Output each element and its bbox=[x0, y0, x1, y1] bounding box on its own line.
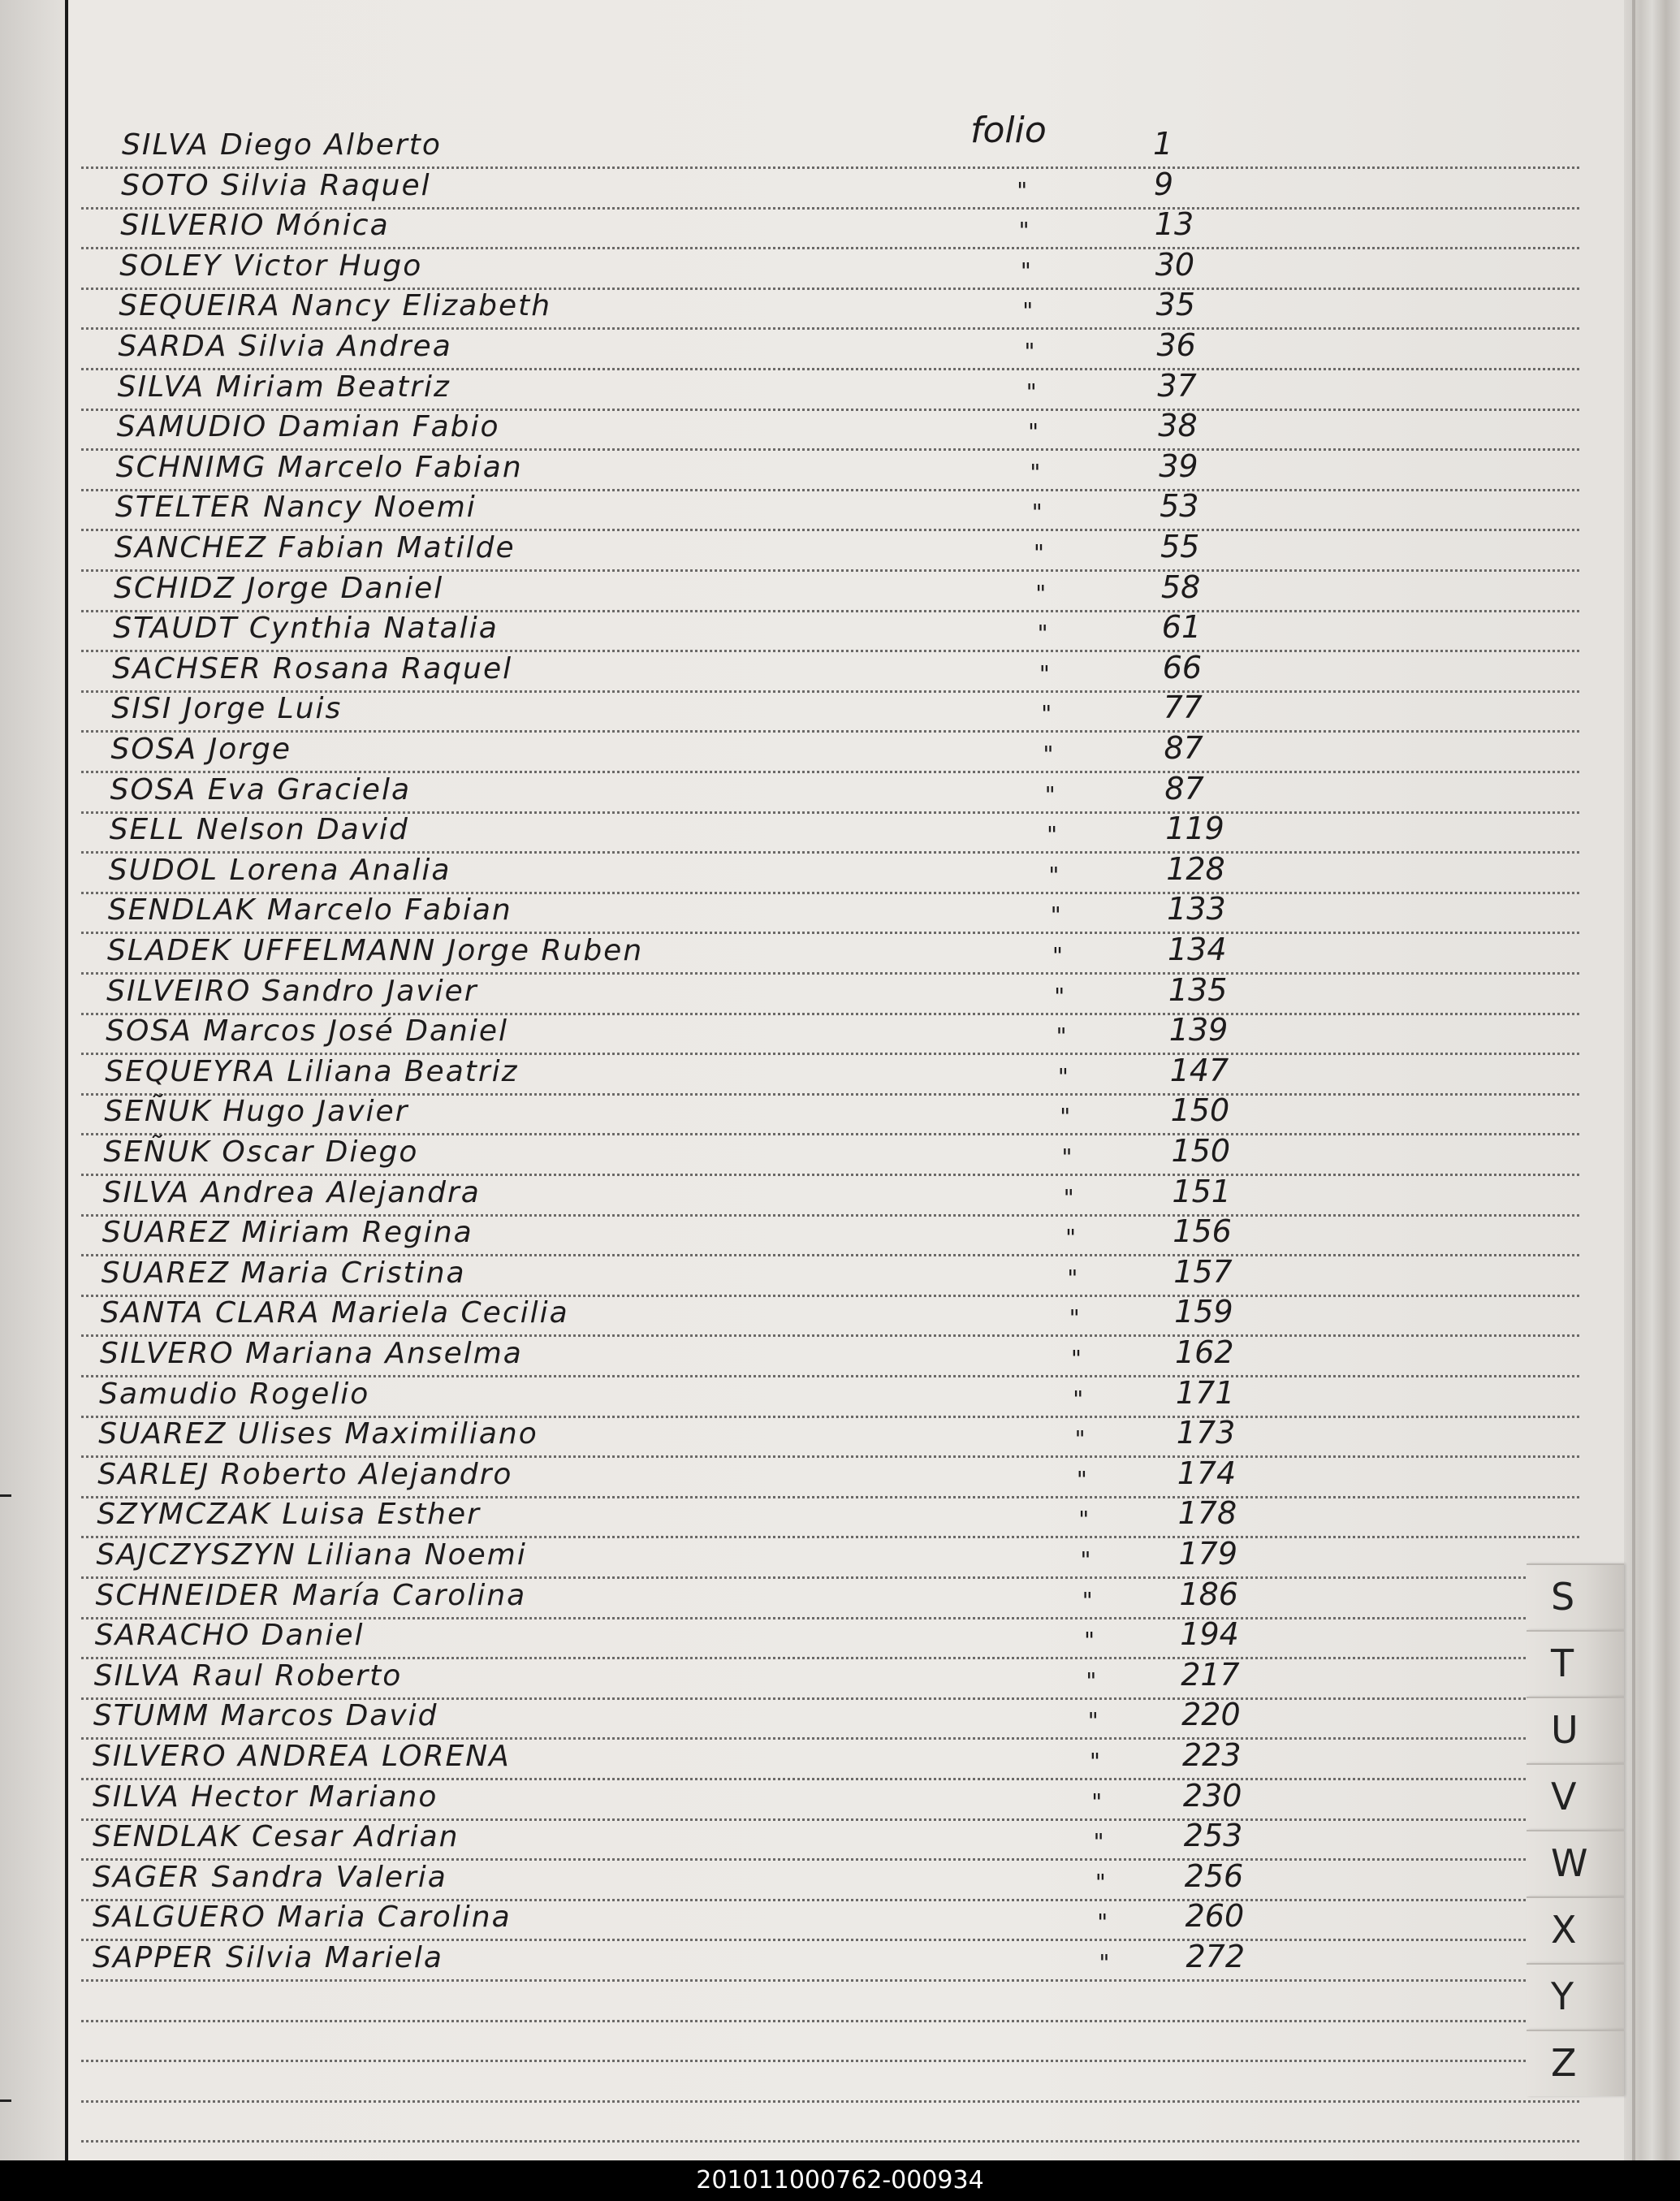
ditto-mark: " bbox=[1056, 1023, 1067, 1050]
ledger-entry bbox=[0, 1053, 1680, 1093]
ditto-mark: " bbox=[1093, 1828, 1104, 1856]
entry-folio: 37 bbox=[1157, 367, 1197, 404]
entry-name: SOTO Silvia Raquel bbox=[121, 168, 431, 202]
index-tab-letter: V bbox=[1551, 1775, 1577, 1818]
ditto-mark: " bbox=[1061, 1144, 1073, 1170]
ledger-entry bbox=[0, 690, 1680, 730]
entry-folio: 38 bbox=[1158, 408, 1198, 444]
entry-name: STUMM Marcos David bbox=[93, 1699, 438, 1733]
entry-name: SEQUEIRA Nancy Elizabeth bbox=[119, 289, 552, 323]
entry-folio: 87 bbox=[1164, 730, 1203, 766]
entry-folio: 159 bbox=[1174, 1294, 1233, 1330]
entry-name: SAJCZYSZYN Liliana Noemi bbox=[96, 1538, 527, 1572]
ditto-mark: " bbox=[1020, 257, 1031, 284]
entry-name: SARDA Silvia Andrea bbox=[118, 330, 452, 363]
ditto-mark: " bbox=[1052, 942, 1063, 969]
entry-name: SAGER Sandra Valeria bbox=[93, 1860, 447, 1894]
ledger-entry bbox=[0, 166, 1680, 207]
entry-folio: 157 bbox=[1173, 1253, 1233, 1290]
entry-folio: 272 bbox=[1186, 1939, 1246, 1974]
ditto-mark: " bbox=[1060, 1103, 1071, 1131]
entry-name: SLADEK UFFELMANN Jorge Ruben bbox=[107, 934, 644, 967]
ditto-mark: " bbox=[1047, 821, 1057, 849]
ditto-mark: " bbox=[1069, 1304, 1080, 1332]
ledger-entry bbox=[0, 368, 1680, 409]
entry-folio: 1 bbox=[1153, 126, 1173, 162]
entry-name: SAPPER Silvia Mariela bbox=[93, 1941, 443, 1974]
entry-folio: 39 bbox=[1159, 448, 1198, 484]
entry-folio: 66 bbox=[1162, 649, 1203, 685]
ditto-mark: " bbox=[1026, 378, 1037, 405]
entry-folio: 217 bbox=[1181, 1656, 1240, 1693]
entry-folio: 128 bbox=[1166, 850, 1225, 887]
ledger-entry bbox=[0, 448, 1680, 489]
index-tab[interactable] bbox=[1527, 1630, 1624, 1697]
entry-folio: 156 bbox=[1173, 1213, 1232, 1250]
ledger-entry bbox=[0, 247, 1680, 288]
ledger-entry bbox=[0, 1012, 1680, 1053]
index-tab-letter: W bbox=[1551, 1841, 1588, 1885]
ditto-mark: " bbox=[1080, 1546, 1091, 1573]
entry-name: SALGUERO Maria Carolina bbox=[93, 1900, 512, 1935]
entry-name: SUDOL Lorena Analia bbox=[108, 853, 451, 887]
ledger-entry bbox=[0, 1778, 1680, 1818]
ledger-entry bbox=[0, 126, 1680, 166]
entry-folio: 9 bbox=[1153, 166, 1174, 202]
entry-name: SACHSER Rosana Raquel bbox=[112, 651, 513, 685]
entry-name: SILVERO ANDREA LORENA bbox=[93, 1740, 511, 1773]
entry-folio: 134 bbox=[1168, 932, 1227, 967]
entry-name: SANCHEZ Fabian Matilde bbox=[114, 531, 516, 564]
entry-name: SENDLAK Marcelo Fabian bbox=[107, 893, 512, 928]
ditto-mark: " bbox=[1084, 1627, 1095, 1654]
ditto-mark: " bbox=[1017, 176, 1028, 204]
entry-name: SISI Jorge Luis bbox=[111, 692, 343, 726]
ledger-entry bbox=[0, 1657, 1680, 1697]
folio-header: folio bbox=[970, 110, 1047, 151]
ledger-entry bbox=[0, 1174, 1680, 1214]
ditto-mark: " bbox=[1073, 1385, 1084, 1412]
entry-name: SCHIDZ Jorge Daniel bbox=[114, 571, 444, 605]
ditto-mark: " bbox=[1018, 217, 1030, 244]
index-tab[interactable] bbox=[1527, 1697, 1624, 1763]
entry-name: SOSA Marcos José Daniel bbox=[106, 1014, 508, 1049]
entry-folio: 36 bbox=[1156, 327, 1196, 363]
ledger-entry bbox=[0, 730, 1680, 771]
ledger-entry bbox=[0, 1133, 1680, 1174]
index-tab[interactable] bbox=[1527, 1830, 1624, 1896]
ledger-entry bbox=[0, 1092, 1680, 1133]
entry-folio: 174 bbox=[1177, 1455, 1237, 1491]
ledger-entry bbox=[0, 529, 1680, 569]
ditto-mark: " bbox=[1090, 1748, 1100, 1775]
ditto-mark: " bbox=[1082, 1586, 1093, 1614]
entry-folio: 179 bbox=[1178, 1536, 1238, 1572]
ditto-mark: " bbox=[1035, 579, 1047, 607]
ledger-entry bbox=[0, 488, 1680, 529]
entry-name: SOSA Jorge bbox=[110, 733, 292, 766]
ledger-entry bbox=[0, 1898, 1680, 1939]
entry-name: SENDLAK Cesar Adrian bbox=[93, 1820, 460, 1854]
entry-folio: 139 bbox=[1168, 1012, 1229, 1049]
entry-folio: 150 bbox=[1170, 1092, 1230, 1129]
ditto-mark: " bbox=[1078, 1506, 1090, 1533]
ditto-mark: " bbox=[1087, 1707, 1099, 1735]
entry-name: Samudio Rogelio bbox=[99, 1377, 370, 1411]
index-tab[interactable] bbox=[1527, 1763, 1624, 1830]
ditto-mark: " bbox=[1097, 1909, 1108, 1936]
ledger-entry bbox=[0, 1939, 1680, 1979]
ledger-entry bbox=[0, 1334, 1680, 1375]
ledger-entry bbox=[0, 932, 1680, 972]
ledger-entry bbox=[0, 1254, 1680, 1295]
ledger-entry bbox=[0, 1818, 1680, 1858]
entry-folio: 223 bbox=[1182, 1737, 1242, 1773]
ledger-entry bbox=[0, 1213, 1680, 1254]
entry-folio: 178 bbox=[1177, 1495, 1237, 1532]
entry-name: SILVERIO Mónica bbox=[120, 209, 390, 243]
entry-folio: 35 bbox=[1155, 287, 1195, 323]
entry-name: SUAREZ Maria Cristina bbox=[101, 1256, 466, 1290]
ledger-entry bbox=[0, 771, 1680, 811]
index-tab-letter: X bbox=[1551, 1908, 1577, 1952]
index-tab-letter: T bbox=[1551, 1641, 1574, 1685]
index-tab[interactable] bbox=[1527, 2030, 1624, 2096]
entry-name: SCHNIMG Marcelo Fabian bbox=[115, 450, 523, 484]
entry-name: SUAREZ Ulises Maximiliano bbox=[98, 1417, 538, 1451]
entry-folio: 230 bbox=[1182, 1777, 1242, 1814]
ledger-entry bbox=[0, 609, 1680, 650]
entry-folio: 30 bbox=[1155, 246, 1195, 283]
entry-name: SCHNEIDER María Carolina bbox=[95, 1578, 527, 1612]
entry-folio: 13 bbox=[1154, 206, 1194, 243]
entry-folio: 119 bbox=[1165, 811, 1224, 847]
ledger-entry bbox=[0, 811, 1680, 851]
ditto-mark: " bbox=[1024, 338, 1035, 365]
ledger-entry bbox=[0, 650, 1680, 690]
index-tab[interactable] bbox=[1527, 1963, 1624, 2030]
entry-folio: 150 bbox=[1171, 1133, 1231, 1169]
ditto-mark: " bbox=[1022, 297, 1034, 325]
alphabet-index-tabs bbox=[1527, 1563, 1624, 2132]
ledger-entry bbox=[0, 1858, 1680, 1899]
entry-name: SILVA Diego Alberto bbox=[122, 128, 442, 162]
index-tab-letter: Y bbox=[1551, 1974, 1574, 2018]
ledger-entry bbox=[0, 1737, 1680, 1778]
entry-folio: 87 bbox=[1164, 770, 1204, 806]
ledger-entry bbox=[0, 891, 1680, 932]
ditto-mark: " bbox=[1054, 982, 1065, 1010]
entry-name: SZYMCZAK Luisa Esther bbox=[97, 1498, 481, 1532]
ledger-entry bbox=[0, 1415, 1680, 1455]
entry-name: SILVA Hector Mariano bbox=[93, 1779, 438, 1814]
ditto-mark: " bbox=[1074, 1425, 1086, 1453]
ledger-entry bbox=[0, 569, 1680, 610]
ledger-entry bbox=[0, 287, 1680, 327]
entry-name: SARLEJ Roberto Alejandro bbox=[97, 1457, 513, 1491]
entry-folio: 135 bbox=[1168, 971, 1228, 1008]
entry-name: SEÑUK Oscar Diego bbox=[103, 1135, 419, 1169]
entry-folio: 55 bbox=[1160, 529, 1200, 564]
entry-name: SANTA CLARA Mariela Cecilia bbox=[100, 1296, 569, 1330]
ditto-mark: " bbox=[1028, 418, 1039, 446]
entry-folio: 151 bbox=[1172, 1173, 1231, 1209]
index-tab-letter: U bbox=[1551, 1708, 1579, 1752]
ditto-mark: " bbox=[1039, 659, 1050, 687]
index-tab-letter: S bbox=[1551, 1575, 1575, 1619]
index-tab[interactable] bbox=[1527, 1896, 1624, 1963]
entry-folio: 253 bbox=[1183, 1818, 1243, 1854]
entry-name: SILVEIRO Sandro Javier bbox=[106, 974, 478, 1008]
ledger-entry bbox=[0, 972, 1680, 1013]
ledger-entry bbox=[0, 327, 1680, 368]
ditto-mark: " bbox=[1043, 741, 1054, 768]
entry-folio: 53 bbox=[1160, 488, 1199, 525]
ledger-entry bbox=[0, 206, 1680, 247]
ditto-mark: " bbox=[1063, 1183, 1074, 1211]
entry-folio: 173 bbox=[1176, 1415, 1236, 1451]
entry-name: SAMUDIO Damian Fabio bbox=[116, 410, 500, 444]
entry-name: SILVA Andrea Alejandra bbox=[102, 1175, 481, 1209]
entry-name: SILVA Miriam Beatriz bbox=[117, 370, 451, 404]
entry-name: SOSA Eva Graciela bbox=[110, 772, 412, 806]
ledger-entry bbox=[0, 1616, 1680, 1657]
entry-name: SELL Nelson David bbox=[109, 813, 409, 847]
ditto-mark: " bbox=[1041, 700, 1052, 728]
ditto-mark: " bbox=[1034, 539, 1044, 566]
ledger-entry bbox=[0, 1536, 1680, 1576]
ledger-entry bbox=[0, 851, 1680, 892]
entry-folio: 162 bbox=[1175, 1334, 1234, 1370]
entry-folio: 147 bbox=[1169, 1052, 1229, 1088]
ditto-mark: " bbox=[1037, 620, 1048, 647]
ditto-mark: " bbox=[1071, 1345, 1082, 1372]
document-id-caption: 201011000762-000934 bbox=[696, 2166, 984, 2195]
ditto-mark: " bbox=[1048, 861, 1060, 889]
ditto-mark: " bbox=[1095, 1868, 1106, 1896]
ditto-mark: " bbox=[1030, 458, 1041, 486]
ditto-mark: " bbox=[1076, 1465, 1087, 1493]
index-tab[interactable] bbox=[1527, 1563, 1624, 1630]
entry-folio: 256 bbox=[1184, 1857, 1244, 1894]
entry-name: SEQUEYRA Liliana Beatriz bbox=[105, 1054, 519, 1088]
entry-name: SILVA Raul Roberto bbox=[93, 1658, 403, 1693]
ditto-mark: " bbox=[1050, 902, 1061, 929]
entry-name: STELTER Nancy Noemi bbox=[114, 491, 477, 525]
entry-name: SOLEY Victor Hugo bbox=[119, 249, 423, 283]
entry-folio: 260 bbox=[1185, 1898, 1245, 1935]
entry-folio: 61 bbox=[1161, 609, 1202, 646]
ledger-entry bbox=[0, 1697, 1680, 1737]
entry-folio: 186 bbox=[1179, 1576, 1238, 1612]
entry-folio: 133 bbox=[1167, 891, 1226, 928]
ledger-entry bbox=[0, 408, 1680, 448]
ledger-entry bbox=[0, 1495, 1680, 1536]
ditto-mark: " bbox=[1099, 1949, 1110, 1976]
entry-folio: 220 bbox=[1181, 1697, 1241, 1733]
entry-folio: 194 bbox=[1180, 1616, 1239, 1653]
entry-name: SILVERO Mariana Anselma bbox=[100, 1337, 523, 1370]
ditto-mark: " bbox=[1057, 1062, 1069, 1090]
ledger-entry bbox=[0, 1455, 1680, 1496]
ditto-mark: " bbox=[1086, 1667, 1097, 1694]
entry-name: SUAREZ Miriam Regina bbox=[101, 1216, 473, 1250]
ditto-mark: " bbox=[1031, 499, 1043, 526]
ledger-entry bbox=[0, 1375, 1680, 1416]
ledger-entry bbox=[0, 1294, 1680, 1334]
ditto-mark: " bbox=[1067, 1264, 1078, 1291]
entry-folio: 58 bbox=[1160, 569, 1201, 605]
ditto-mark: " bbox=[1091, 1788, 1103, 1815]
entry-name: SEÑUK Hugo Javier bbox=[104, 1095, 409, 1129]
entry-name: STAUDT Cynthia Natalia bbox=[113, 612, 499, 646]
right-edge-line bbox=[1632, 0, 1635, 2160]
ditto-mark: " bbox=[1044, 781, 1056, 808]
ditto-mark: " bbox=[1065, 1224, 1076, 1252]
entry-folio: 171 bbox=[1175, 1374, 1235, 1411]
entry-folio: 77 bbox=[1163, 690, 1203, 726]
index-tab-letter: Z bbox=[1551, 2041, 1577, 2085]
entry-name: SARACHO Daniel bbox=[94, 1619, 365, 1653]
ledger-entry bbox=[0, 1576, 1680, 1617]
